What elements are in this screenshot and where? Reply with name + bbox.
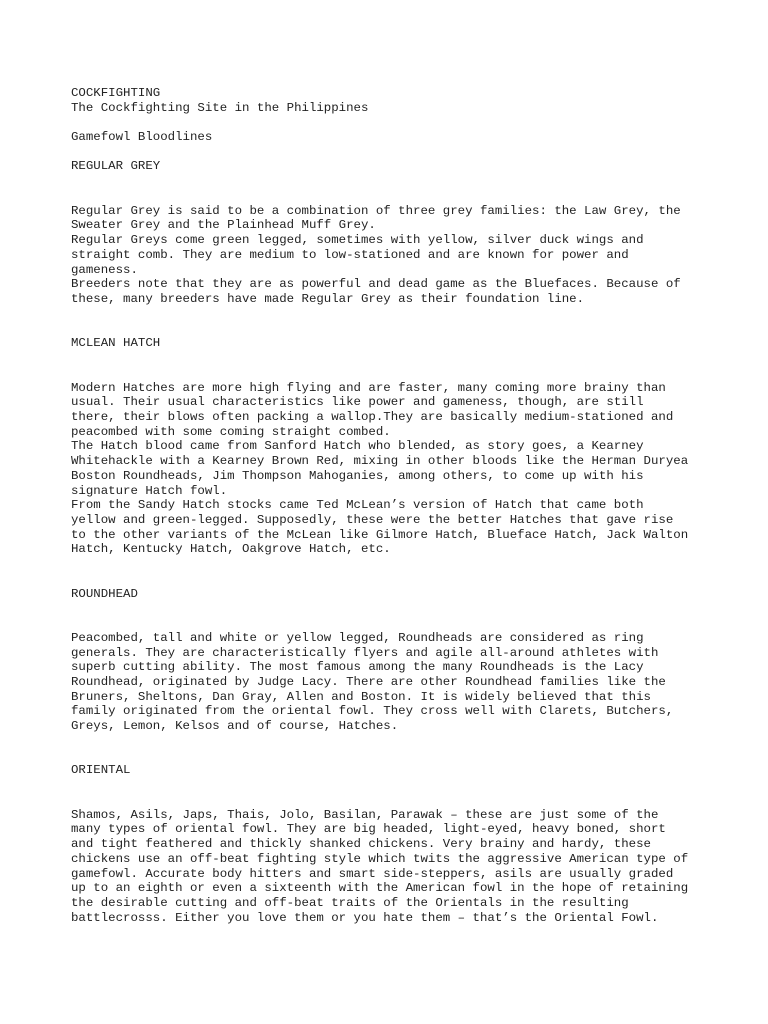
body-line: Whitehackle with a Kearney Brown Red, mixing in other bloods like the Herman Duryea bbox=[71, 454, 689, 469]
body-line: straight comb. They are medium to low-stationed and are known for power and bbox=[71, 247, 629, 262]
section-heading-oriental: ORIENTAL bbox=[71, 763, 131, 778]
body-line: Modern Hatches are more high flying and are faster, many coming more brainy than bbox=[71, 380, 666, 395]
section-body-mclean-hatch bbox=[71, 381, 711, 557]
body-line: these, many breeders have made Regular Grey as their foundation line. bbox=[71, 292, 585, 306]
spacer bbox=[71, 778, 711, 808]
body-line: signature Hatch fowl. bbox=[71, 483, 228, 498]
body-line: Regular Grey is said to be a combination of three grey families: the Law Grey, the bbox=[71, 203, 681, 218]
body-line: Boston Roundheads, Jim Thompson Mahoganies, among others, to come up with his bbox=[71, 468, 644, 483]
body-line: many types of oriental fowl. They are big headed, light-eyed, heavy boned, short bbox=[71, 822, 666, 837]
body-line: Hatch, Kentucky Hatch, Oakgrove Hatch, etc. bbox=[71, 542, 391, 557]
body-line: up to an eighth or even a sixteenth with the American fowl in the hope of retaining bbox=[71, 881, 689, 896]
section-body-regular-grey bbox=[71, 204, 711, 307]
spacer bbox=[71, 734, 711, 764]
body-line: Regular Greys come green legged, sometimes with yellow, silver duck wings and bbox=[71, 233, 644, 248]
body-line: Roundhead, originated by Judge Lacy. There are other Roundhead families like the bbox=[71, 675, 666, 690]
body-line: there, their blows often packing a wallop.They are basically medium-stationed and bbox=[71, 410, 674, 424]
site-title: COCKFIGHTING bbox=[71, 86, 161, 100]
section-heading-roundhead: ROUNDHEAD bbox=[71, 586, 138, 601]
spacer bbox=[71, 351, 711, 381]
section-body-oriental bbox=[71, 808, 711, 926]
body-line: Sweater Grey and the Plainhead Muff Grey. bbox=[71, 218, 376, 233]
spacer bbox=[71, 307, 711, 337]
body-line: From the Sandy Hatch stocks came Ted McLean’s version of Hatch that came both bbox=[71, 498, 644, 513]
body-line: Shamos, Asils, Japs, Thais, Jolo, Basilan, Parawak – these are just some of the bbox=[71, 807, 659, 822]
spacer bbox=[71, 145, 711, 160]
section-title: Gamefowl Bloodlines bbox=[71, 130, 213, 145]
body-line: Bruners, Sheltons, Dan Gray, Allen and Boston. It is widely believed that this bbox=[71, 689, 651, 704]
section-heading-mclean-hatch: MCLEAN HATCH bbox=[71, 336, 161, 351]
body-line: family originated from the oriental fowl. They cross well with Clarets, Butchers, bbox=[71, 704, 674, 719]
body-line: to the other variants of the McLean like Gilmore Hatch, Blueface Hatch, Jack Walton bbox=[71, 527, 689, 542]
spacer bbox=[71, 174, 711, 204]
body-line: Greys, Lemon, Kelsos and of course, Hatches. bbox=[71, 719, 399, 734]
spacer bbox=[71, 115, 711, 130]
body-line: chickens use an off-beat fighting style which twits the aggressive American type of bbox=[71, 851, 689, 866]
section-heading-regular-grey: REGULAR GREY bbox=[71, 159, 161, 174]
document-page bbox=[71, 86, 711, 925]
body-line: yellow and green-legged. Supposedly, these were the better Hatches that gave rise bbox=[71, 512, 674, 527]
body-line: and tight feathered and thickly shanked chickens. Very brainy and hardy, these bbox=[71, 837, 651, 852]
body-line: usual. Their usual characteristics like power and gameness, though, are still bbox=[71, 395, 644, 410]
body-line: battlecrosss. Either you love them or you hate them – that’s the Oriental Fowl. bbox=[71, 910, 659, 925]
body-line: The Hatch blood came from Sanford Hatch who blended, as story goes, a Kearney bbox=[71, 439, 644, 454]
body-line: gamefowl. Accurate body hitters and smart side-steppers, asils are usually graded bbox=[71, 866, 674, 881]
body-line: generals. They are characteristically flyers and agile all-around athletes with bbox=[71, 645, 659, 660]
section-body-roundhead bbox=[71, 631, 711, 734]
spacer bbox=[71, 601, 711, 631]
body-line: Breeders note that they are as powerful and dead game as the Bluefaces. Because of bbox=[71, 277, 681, 292]
body-line: the desirable cutting and off-beat traits of the Orientals in the resulting bbox=[71, 895, 629, 910]
spacer bbox=[71, 557, 711, 587]
body-line: peacombed with some coming straight combed. bbox=[71, 424, 391, 439]
site-subtitle: The Cockfighting Site in the Philippines bbox=[71, 100, 369, 115]
body-line: Peacombed, tall and white or yellow legged, Roundheads are considered as ring bbox=[71, 630, 644, 645]
body-line: superb cutting ability. The most famous among the many Roundheads is the Lacy bbox=[71, 660, 644, 675]
body-line: gameness. bbox=[71, 262, 138, 277]
